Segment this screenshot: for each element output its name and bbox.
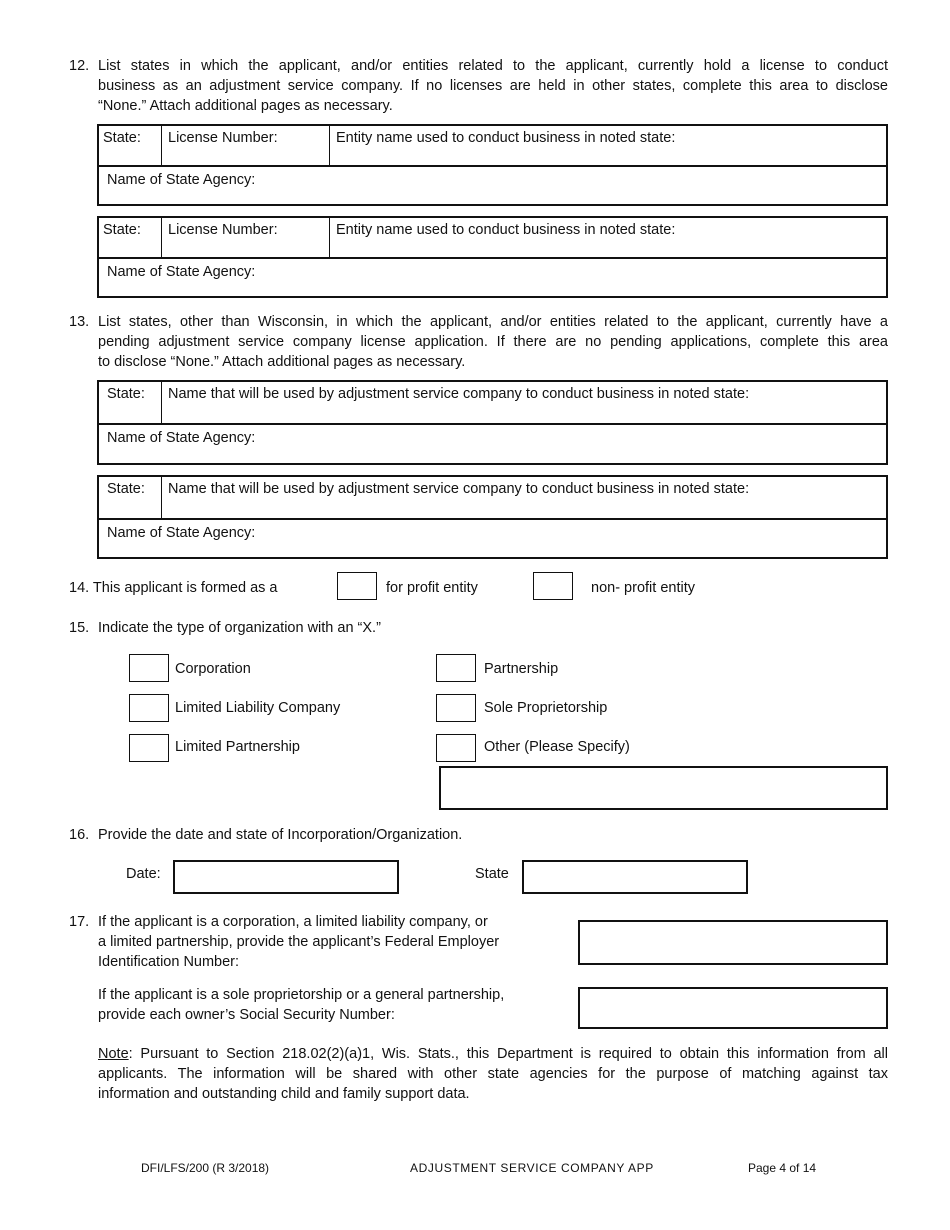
note-line-1: : Pursuant to Section 218.02(2)(a)1, Wis. Stats., this Department is required to obtain this information from all <box>128 1046 888 1062</box>
ssn-instructions <box>98 985 504 1025</box>
state-agency-cell[interactable]: Name of State Agency: <box>107 525 256 541</box>
fein-line-3: Identification Number: <box>98 954 240 970</box>
q13-line-2: pending adjustment service company license application. If there are no pending applications, complete this area <box>98 334 888 350</box>
q12-line-2: business as an adjustment service company. If no licenses are held in other states, complete this area to disclose <box>98 78 888 94</box>
other-specify-field[interactable] <box>439 766 888 810</box>
q14-text: 14. This applicant is formed as a <box>69 580 278 596</box>
q12-license-table-2 <box>97 216 888 298</box>
ssn-field[interactable] <box>578 987 888 1029</box>
other-checkbox[interactable] <box>436 734 476 762</box>
sole-proprietorship-checkbox[interactable] <box>436 694 476 722</box>
note-label: Note <box>98 1046 129 1062</box>
q12-line-3: “None.” Attach additional pages as necessary. <box>98 98 393 114</box>
limited-partnership-checkbox[interactable] <box>129 734 169 762</box>
limited-partnership-label: Limited Partnership <box>175 739 300 755</box>
license-number-cell[interactable]: License Number: <box>168 222 278 238</box>
footer-page: Page 4 of 14 <box>748 1161 817 1175</box>
sole-proprietorship-label: Sole Proprietorship <box>484 700 608 716</box>
q17-note <box>98 1044 888 1104</box>
footer-form-id: DFI/LFS/200 (R 3/2018) <box>141 1161 270 1175</box>
non-profit-label: non- profit entity <box>591 580 695 596</box>
state-agency-cell[interactable]: Name of State Agency: <box>107 172 256 188</box>
q16-number: 16. <box>69 827 90 843</box>
q13-text <box>98 312 888 372</box>
business-name-cell[interactable]: Name that will be used by adjustment service company to conduct business in noted state: <box>168 386 750 402</box>
q15-number: 15. <box>69 620 90 636</box>
date-field[interactable] <box>173 860 399 894</box>
other-label: Other (Please Specify) <box>484 739 630 755</box>
state-cell[interactable]: State: <box>103 130 141 146</box>
non-profit-checkbox[interactable] <box>533 572 573 600</box>
business-name-cell[interactable]: Name that will be used by adjustment service company to conduct business in noted state: <box>168 481 750 497</box>
llc-checkbox[interactable] <box>129 694 169 722</box>
fein-field[interactable] <box>578 920 888 965</box>
q13-line-3: to disclose “None.” Attach additional pages as necessary. <box>98 354 466 370</box>
for-profit-label: for profit entity <box>386 580 478 596</box>
state-field[interactable] <box>522 860 748 894</box>
corporation-label: Corporation <box>175 661 251 677</box>
llc-label: Limited Liability Company <box>175 700 341 716</box>
footer-title: ADJUSTMENT SERVICE COMPANY APP <box>410 1161 654 1175</box>
state-label: State <box>475 866 509 882</box>
q13-line-1: List states, other than Wisconsin, in which the applicant, and/or entities related to the applicant, currently have a <box>98 314 888 330</box>
q12-line-1: List states in which the applicant, and/or entities related to the applicant, currently hold a license to conduct <box>98 58 888 74</box>
fein-line-1: If the applicant is a corporation, a limited liability company, or <box>98 914 488 930</box>
note-line-3: information and outstanding child and family support data. <box>98 1086 470 1102</box>
state-agency-cell[interactable]: Name of State Agency: <box>107 264 256 280</box>
fein-instructions <box>98 912 499 972</box>
state-cell[interactable]: State: <box>103 222 141 238</box>
ssn-line-1: If the applicant is a sole proprietorship or a general partnership, <box>98 987 505 1003</box>
note-line-2: applicants. The information will be shared with other state agencies for the purpose of matching against tax <box>98 1066 888 1082</box>
entity-name-cell[interactable]: Entity name used to conduct business in noted state: <box>336 130 676 146</box>
q12-text <box>98 56 888 116</box>
partnership-checkbox[interactable] <box>436 654 476 682</box>
partnership-label: Partnership <box>484 661 559 677</box>
ssn-line-2: provide each owner’s Social Security Number: <box>98 1007 395 1023</box>
q12-license-table-1 <box>97 124 888 206</box>
state-agency-cell[interactable]: Name of State Agency: <box>107 430 256 446</box>
q13-pending-table-2 <box>97 475 888 559</box>
q12-number: 12. <box>69 58 90 74</box>
q13-pending-table-1 <box>97 380 888 465</box>
entity-name-cell[interactable]: Entity name used to conduct business in noted state: <box>336 222 676 238</box>
state-cell[interactable]: State: <box>107 386 145 402</box>
fein-line-2: a limited partnership, provide the applicant’s Federal Employer <box>98 934 500 950</box>
state-cell[interactable]: State: <box>107 481 145 497</box>
date-label: Date: <box>126 866 161 882</box>
corporation-checkbox[interactable] <box>129 654 169 682</box>
q15-text: Indicate the type of organization with an “X.” <box>98 620 381 636</box>
license-number-cell[interactable]: License Number: <box>168 130 278 146</box>
q13-number: 13. <box>69 314 90 330</box>
for-profit-checkbox[interactable] <box>337 572 377 600</box>
q17-number: 17. <box>69 914 90 930</box>
q16-text: Provide the date and state of Incorporation/Organization. <box>98 827 463 843</box>
